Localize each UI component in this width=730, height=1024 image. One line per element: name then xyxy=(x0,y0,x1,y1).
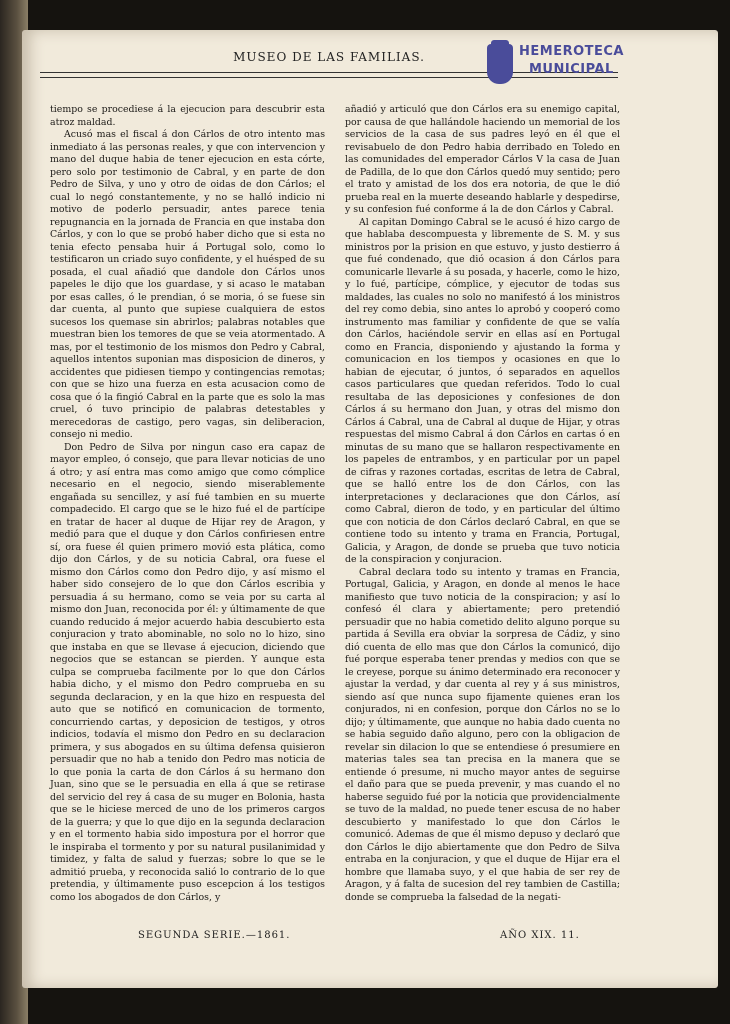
paragraph: añadió y articuló que don Cárlos era su enemigo capital, por causa de que hallándole haciendo un memorial de los servicios de la casa de sus padres leyó en él que el revisabuelo de don Pedro habia derribado en Toledo en las comunidades del emperador Cárlos V la casa de Juan de Padilla, de lo que don Cárlos quedó muy sentido; pero el trato y amistad de los dos era notoria, de que le dió prueba real en la muerte deseando hablarle y despedirse, y su confesion fué conforme á la de don Cárlos y Cabral. xyxy=(345,104,621,215)
paragraph: Acusó mas el fiscal á don Cárlos de otro intento mas inmediato á las personas reales, y que con intervencion y mano del duque habia de tener ejecucion en esta córte, pero solo por testimonio de Cabral, y en parte de don Pedro de Silva, y uno y otro de oidas de don Cárlos; el cual lo negó constantemente, y no se halló indicio ni motivo de poderlo persuadir, antes parece tenia repugnancia en la jornada de Francia en que instaba don Cárlos, y con lo que se probó haber dicho que si esta no tenia efecto pensaba huir á Portugal solo, como lo testificaron un criado suyo confidente, y el huésped de su posada, el cual añadió que dandole don Cárlos unos papeles le dijo que los guardase, y si acaso le mataban por esas calles, ó le prendian, ó se moria, ó se fuese sin dar cuenta, al punto que supiese cualquiera de estos sucesos los quemase sin abrirlos; palabras notables que muestran bien los temores de que se veia atormentado. A mas, por el testimonio de los mismos don Pedro y Cabral, aquellos intentos suponian mas disposicion de dineros, y accidentes que pidiesen tiempo y contingencias remotas; con que se hizo una fuerza en esta acusacion como de cosa que ó la fingió Cabral en la parte que es solo la mas cruel, ó tuvo principio de palabras detestables y merecedoras de castigo, pero vagas, sin deliberacion, consejo ni medio. xyxy=(50,129,325,440)
right-column xyxy=(345,104,620,904)
left-column xyxy=(50,104,325,904)
library-stamp xyxy=(487,44,624,90)
paragraph: Don Pedro de Silva por ningun caso era capaz de mayor empleo, ó consejo, que para llevar noticias de uno á otro; y así entra mas como amigo que como cómplice necesario en el negocio, siendo miserablemente engañada su sencillez, y así fué tambien en su muerte compadecido. El cargo que se le hizo fué el de partícipe en tratar de hacer al duque de Hijar rey de Aragon, y medió para que el duque y don Cárlos confiriesen entre sí, ora fuese él quien primero movió esta plática, como dijo don Cárlos, y de su noticia Cabral, ora fuese el mismo don Cárlos como don Pedro dijo, y así mismo el haber sido consejero de lo que don Cárlos escribia y persuadia á su hermano, como se veia por su carta al mismo don Juan, reconocida por él: y últimamente de que cuando reducido á mejor acuerdo habia descubierto esta conjuracion y trato abominable, no solo no lo hizo, sino que instaba en que se llevase á ejecucion, diciendo que negocios que se estancan se pierden. Y aunque esta culpa se comprueba facilmente por lo que don Cárlos habia dicho, y el mismo don Pedro comprueba en su segunda declaracion, y en la que hizo en respuesta del auto que se notificó en comunicacion de tormento, concurriendo cartas, y deposicion de testigos, y otros indicios, todavía el mismo don Pedro en su declaracion primera, y sus abogados en su última defensa quisieron persuadir que no hab a tenido don Pedro mas noticia de lo que ponia la carta de don Cárlos á su hermano don Juan, sino que se le persuadia en ella á que se retirase del servicio del rey á casa de su muger en Bolonia, hasta que se le hiciese merced de uno de los primeros cargos de la guerra; y que lo que dijo en la segunda declaracion y en el tormento habia sido impostura por el horror que le inspiraba el tormento y por su natural pusilanimidad y timidez, y falta de salud y fuerzas; sobre lo que se le admitió prueba, y reconocida salió lo contrario de lo que pretendia, y últimamente puso escepcion á los testigos como los abogados de don Cárlos, y xyxy=(50,441,325,903)
stamp-line-1: HEMEROTECA xyxy=(519,44,624,59)
stamp-line-2: MUNICIPAL xyxy=(529,62,614,77)
footer-series: SEGUNDA SERIE.—1861. xyxy=(138,930,291,941)
paragraph: Al capitan Domingo Cabral se le acusó é hizo cargo de que hablaba descompuesta y libremente de S. M. y sus ministros por la prision en que estuvo, y justo destierro á que fué condenado, que dió ocasion á don Cárlos para comunicarle llevarle á su posada, y hacerle, como le hizo, y lo fué, partícipe, cómplice, y ejecutor de todas sus maldades, las cuales no solo no manifestó á los ministros del rey como debia, sino antes lo aprobó y cooperó como instrumento mas familiar y confidente de que se valía don Cárlos, haciéndole servir en ellas así en Portugal como en Francia, disponiendo y ajustando la forma y comunicacion en los tiempos y ocasiones en que lo habian de ejecutar, ó juntos, ó separados en aquellos casos particulares que quedan referidos. Todo lo cual resultaba de las deposiciones y confesiones de don Cárlos á su hermano don Juan, y otras del mismo don Cárlos á Cabral, una de Cabral al duque de Hijar, y otras respuestas del mismo Cabral á don Cárlos en cartas ó en minutas de su mano que se hallaron respectivamente en los papeles de entrambos, y en particular por un papel de cifras y razones cortadas, escritas de letra de Cabral, que se halló entre los de don Cárlos, con las interpretaciones y declaraciones que don Cárlos, así como Cabral, dieron de todo, y en particular del último que con noticia de don Cárlos declaró Cabral, en que se contiene todo su intento y trama en Francia, Portugal, Galicia, y Aragon, de donde se prueba que tuvo noticia de la conspiracion y conjuracion. xyxy=(345,216,620,565)
footer-issue: AÑO XIX. 11. xyxy=(500,930,580,941)
paragraph: Cabral declara todo su intento y tramas en Francia, Portugal, Galicia, y Aragon, en donde al menos le hace manifiesto que tuvo noticia de la conspiracion; y así lo confesó él clara y abiertamente; pero pretendió persuadir que no habia cometido delito alguno porque su partida á Sevilla era obviar la sorpresa de Cádiz, y sino dió cuenta de ello mas que don Cárlos la comunicó, dijo fué porque esperaba tener prendas y medios con que se le creyese, porque su ánimo determinado era reconocer y ajustar la verdad, y dar cuenta al rey y á sus ministros, siendo así que nunca supo fijamente quienes eran los conjurados, ni en confesion, porque don Cárlos no se lo dijo; y últimamente, que aunque no habia dado cuenta no se habia seguido daño alguno, pero con la obligacion de revelar sin dilacion lo que se entendiese ó presumiere en materias tales sea tan precisa en la manera que se entiende ó presume, ni mucho mayor antes de seguirse el daño para que se pueda prevenir, y mas cuando el no haberse seguido fué por la noticia que providencialmente se tuvo de la maldad, no puede tener escusa de no haber descubierto y manifestado lo que don Cárlos le comunicó. Ademas de que él mismo depuso y declaró que don Cárlos le dijo abiertamente que don Pedro de Silva entraba en la conjuracion, y que el duque de Hijar era el hombre que llamaba suyo, y el que habia de ser rey de Aragon, y á falta de sucesion del rey tambien de Castilla; donde se comprueba la falsedad de la negati- xyxy=(345,566,620,903)
coat-of-arms-icon xyxy=(487,44,513,84)
paragraph: tiempo se procediese á la ejecucion para descubrir esta atroz maldad. xyxy=(50,104,325,128)
page-title: MUSEO DE LAS FAMILIAS. xyxy=(233,50,425,64)
